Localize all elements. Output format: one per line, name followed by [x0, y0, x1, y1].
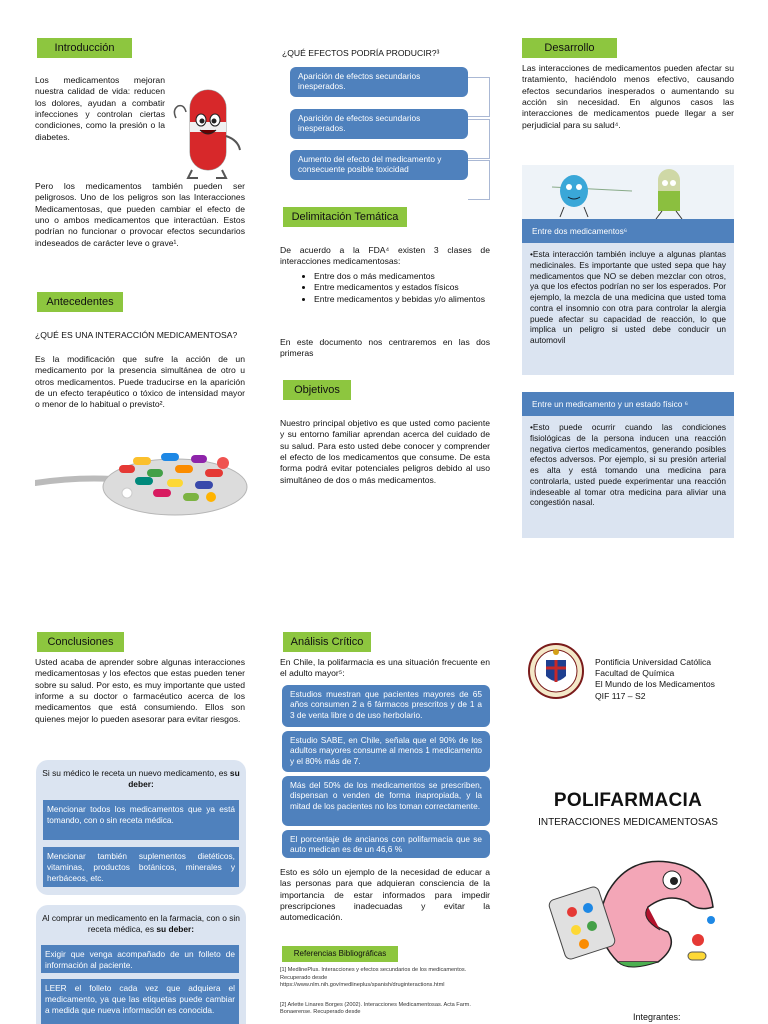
- reference-entry: [2] Arlette Linares Borges (2002). Interacciones Medicamentosas. Acta Farm. Bonaerense. Recuperado desde: [280, 1001, 471, 1016]
- delimitacion-item: • Entre medicamentos y estados físicos: [314, 282, 524, 293]
- intro-label: Introducción: [37, 38, 132, 58]
- references-list: [280, 967, 492, 1017]
- analisis-paragraph-2: Esto es sólo un ejemplo de la necesidad de educar a las personas para que adquieran consciencia de la importancia de estar informados para impedir prescripciones inadecuadas y evitar la automedicación.: [280, 867, 490, 923]
- desarrollo-label: Desarrollo: [522, 38, 617, 58]
- doctor-duty-panel: [36, 760, 246, 895]
- conclusiones-paragraph: Usted acaba de aprender sobre algunas interacciones medicamentosas y los efectos que estas pueden tener sobre su salud. Por esto, es muy importante que usted informe a su doctor o farmacéutico acerca de los medicamentos que está consumiendo. Ellos son quienes mejor lo pueden asesorar para evitar riesgos.: [35, 657, 245, 724]
- analisis-item: Estudio SABE, en Chile, señala que el 90% de los adultos mayores consume al menos 1 medicamento y el 80% más de 7.: [282, 731, 490, 772]
- pharmacy-duty-item: LEER el folleto cada vez que adquiera el medicamento, ya que las etiquetas puede cambiar a medida que nueva información es conocida.: [41, 979, 239, 1024]
- pharmacy-duty-item: Exigir que venga acompañado de un folleto de información al paciente.: [41, 945, 239, 973]
- intro-paragraph-1: Los medicamentos mejoran nuestra calidad de vida: reducen los dolores, ayudan a combatir infecciones y controlan ciertas condiciones, como la presión o la diabetes.: [35, 75, 165, 142]
- pharmacy-duty-panel: [36, 905, 246, 1024]
- antecedentes-label: Antecedentes: [37, 292, 123, 312]
- analisis-paragraph: En Chile, la polifarmacia es una situación frecuente en el adulto mayor⁵:: [280, 657, 490, 679]
- effects-question: ¿QUÉ EFECTOS PODRÍA PRODUCIR?³: [282, 48, 440, 58]
- reference-url: https://www.nlm.nih.gov/medlineplus/spanish/druginteractions.html: [280, 982, 445, 989]
- reference-entry: [1] MedlinePlus. Interacciones y efectos secundarios de los medicamentos. Recuperado desde: [280, 967, 467, 981]
- pharmacy-duty-title: Al comprar un medicamento en la farmacia, con o sin receta médica, es su deber:: [42, 913, 240, 934]
- card-2-header: Entre un medicamento y un estado físico ⁶: [522, 392, 734, 416]
- pill-mascot-illustration: [168, 80, 248, 180]
- card-2-body: •Esto puede ocurrir cuando las condiciones fisiológicas de la persona inducen una reacción negativa ciertos medicamentos, generando posibles efectos adversos. Por ejemplo, si su presión arterial es alta y está tomando una medicina para controlarla, usted puede experimentar una reacción indeseable al tomar otra medicina para aliviar una congestión nasal.: [522, 416, 734, 538]
- institution-line: El Mundo de los Medicamentos: [595, 679, 715, 690]
- doctor-duty-item: Mencionar también suplementos dietéticos, vitaminas, productos botánicos, minerales y herbáceos, etc.: [43, 847, 239, 887]
- doctor-duty-title: Si su médico le receta un nuevo medicamento, es su deber:: [42, 768, 240, 789]
- pills-cartoon-illustration: [522, 165, 734, 220]
- delimitacion-list: [280, 271, 524, 305]
- intro-paragraph-2: Pero los medicamentos también pueden ser peligrosos. Uno de los peligros son las Interacciones Medicamentosas, que pueden cambiar el efecto de uno o ambos medicamentos que interactúan. Estos podrían no funcionar o provocar efectos secundarios indeseados de carácter leve o grave¹.: [35, 181, 245, 248]
- effects-bracket-2: [468, 119, 490, 159]
- desarrollo-paragraph: Las interacciones de medicamentos pueden afectar su tratamiento, haciéndolo menos efectivo, causando efectos secundarios inesperados o aumentando su acción sin necesidad. En algunos casos las interacciones de medicamentos puede llegar a ser perjudicial para su salud⁴.: [522, 63, 734, 130]
- pill-monster-illustration: [548, 852, 728, 977]
- institution-line: Pontificia Universidad Católica: [595, 657, 712, 667]
- cover-subtitle: INTERACCIONES MEDICAMENTOSAS: [538, 817, 718, 828]
- card-1-header: Entre dos medicamentos⁶: [522, 219, 734, 243]
- card-1-body: •Esta interacción también incluye a algunas plantas medicinales. Es importante que usted sepa que hay medicamentos que NO se deben mezclar con otros, ya que los efectos podrían no ser los esperados. Por ejemplo, la mezcla de una medicina que usted toma contra el insomnio con otra para controlar la alergia puede afectar su capacidad de reacción, lo que implica un peligro si usted debe conducir un automovil: [522, 243, 734, 375]
- effect-item-2: Aparición de efectos secundarios inesperados.: [290, 109, 468, 139]
- antecedentes-paragraph: Es la modificación que sufre la acción de un medicamento por la presencia simultánea de otro u otros medicamentos. Puede traducirse en la aparición de un efecto terapéutico o tóxico de intensidad mayor o menor de lo habitual o previsto².: [35, 354, 245, 410]
- delimitacion-item: • Entre dos o más medicamentos: [314, 271, 524, 282]
- analisis-item: El porcentaje de ancianos con polifarmacia que se auto medican es de un 46,6 %: [282, 830, 490, 858]
- effect-item-3: Aumento del efecto del medicamento y consecuente posible toxicidad: [290, 150, 468, 180]
- institution-line: QIF 117 – S2: [595, 690, 646, 701]
- effect-item-1: Aparición de efectos secundarios inesperados.: [290, 67, 468, 97]
- cover-title: POLIFARMACIA: [553, 790, 703, 811]
- doctor-duty-item: Mencionar todos los medicamentos que ya está tomando, con o sin receta médica.: [43, 800, 239, 840]
- objetivos-label: Objetivos: [283, 380, 351, 400]
- delimitacion-item: • Entre medicamentos y bebidas y/o alimentos: [314, 294, 524, 305]
- institution-line: Facultad de Química: [595, 668, 675, 679]
- delimitacion-paragraph: De acuerdo a la FDA⁴ existen 3 clases de interacciones medicamentosas:: [280, 245, 490, 267]
- effects-bracket-3: [468, 160, 490, 200]
- analisis-item: Más del 50% de los medicamentos se prescriben, dispensan o venden de forma inapropiada, y la mitad de los pacientes no los toman correctamente.: [282, 776, 490, 826]
- effects-bracket-1: [468, 77, 490, 117]
- university-seal-logo: [528, 640, 584, 702]
- institution-block: [595, 657, 735, 702]
- conclusiones-label: Conclusiones: [37, 632, 124, 652]
- references-label: Referencias Bibliográficas: [282, 946, 398, 962]
- delimitacion-label: Delimitación Temática: [283, 207, 407, 227]
- interaction-question: ¿QUÉ ES UNA INTERACCIÓN MEDICAMENTOSA?: [35, 330, 238, 340]
- analisis-item: Estudios muestran que pacientes mayores de 65 años consumen 2 a 6 fármacos prescritos y de 1 a 3 de venta libre o de uso herbolario.: [282, 685, 490, 727]
- spoon-of-pills-illustration: [35, 435, 250, 525]
- delimitacion-paragraph-2: En este documento nos centraremos en las dos primeras: [280, 337, 490, 359]
- objetivos-paragraph: Nuestro principal objetivo es que usted como paciente y su entorno familiar aprendan acerca del cuidado de su salud. Para esto usted debe conocer y comprender el efecto de los medicamentos que consume. De esta forma podrá evitar potenciales peligros debido al uso simultáneo de dos o más medicamentos.: [280, 418, 490, 485]
- analisis-label: Análisis Crítico: [283, 632, 371, 652]
- integrantes-label: Integrantes:: [633, 1012, 681, 1022]
